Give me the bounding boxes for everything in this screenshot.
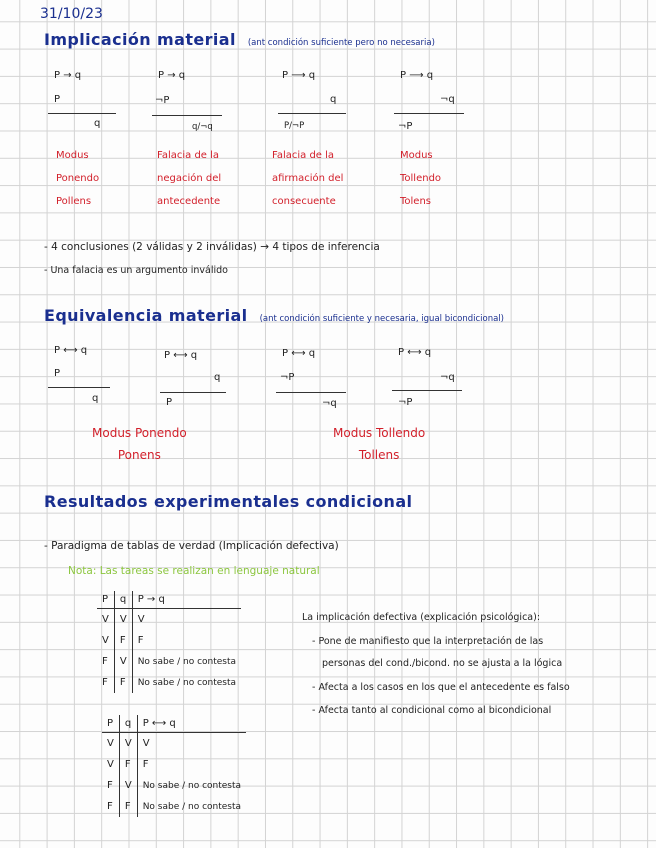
truth-table-implicacion (97, 591, 241, 693)
impl-label: Modus Ponendo Pollens (56, 150, 100, 207)
table-cell: V (137, 614, 145, 625)
table-row (102, 796, 246, 817)
eq-label-ponens: Modus Ponendo Ponens (92, 426, 187, 462)
eq-label-tollens: Modus Tollendo Tollens (333, 426, 426, 462)
impl-premise-2: ¬q (440, 94, 455, 105)
impl-label: Modus Tollendo Tolens (400, 150, 442, 207)
truth-table-bicondicional (102, 715, 246, 817)
table-row (97, 672, 241, 693)
table-cell: V (102, 754, 119, 775)
table-cell: F (102, 775, 119, 796)
impl-label: Falacia de la negación del antecedente (157, 150, 222, 207)
impl-inference-line (152, 115, 222, 116)
explanation-line: - Afecta tanto al condicional como al bicondicional (312, 705, 552, 716)
eq-premise-2: ¬q (440, 372, 455, 383)
impl-label: Falacia de la afirmación del consecuente (272, 150, 344, 207)
bullet-paradigma: - Paradigma de tablas de verdad (Implicación defectiva) (44, 540, 339, 552)
eq-premise-1: P ⟷ q (282, 348, 316, 359)
eq-inference-line (48, 387, 110, 388)
impl-conclusion: P/¬P (284, 121, 305, 131)
table-cell: No sabe / no contesta (137, 677, 237, 688)
table-cell: F (119, 754, 137, 775)
equivalencia-title: Equivalencia material (44, 306, 248, 325)
table-cell: No sabe / no contesta (142, 801, 242, 812)
table-cell: V (97, 630, 114, 651)
bullet-conclusiones: - 4 conclusiones (2 válidas y 2 inválidas) → 4 tipos de inferencia (44, 241, 380, 253)
impl-inference-line (48, 113, 116, 114)
table-row (102, 775, 246, 796)
table-cell: F (142, 759, 149, 770)
table-header-cell: P → q (132, 591, 241, 609)
table-cell: V (119, 733, 137, 755)
eq-premise-1: P ⟷ q (54, 345, 88, 356)
table-header-cell: P (102, 715, 119, 733)
table-cell: V (119, 775, 137, 796)
table-cell: F (97, 651, 114, 672)
table-header-row (97, 591, 241, 609)
eq-conclusion: ¬P (398, 397, 413, 408)
impl-premise-2: ¬P (155, 95, 170, 106)
eq-conclusion: q (92, 393, 99, 404)
impl-premise-2: P (54, 94, 61, 105)
table-header-row (102, 715, 246, 733)
eq-premise-2: q (214, 372, 221, 383)
implicacion-note: (ant condición suficiente pero no necesaria) (247, 38, 435, 48)
table-cell: V (97, 609, 114, 631)
implicacion-title: Implicación material (44, 30, 236, 49)
explanation-line: personas del cond./bicond. no se ajusta a la lógica (322, 658, 563, 669)
table-header-cell: q (119, 715, 137, 733)
impl-premise-1: P ⟶ q (282, 70, 316, 81)
eq-premise-2: ¬P (280, 372, 295, 383)
impl-conclusion: ¬P (398, 121, 413, 132)
table-header-cell: q (114, 591, 132, 609)
eq-premise-1: P ⟷ q (164, 350, 198, 361)
date: 31/10/23 (40, 6, 103, 22)
impl-conclusion: q (94, 118, 101, 129)
eq-conclusion: ¬q (322, 398, 337, 409)
table-cell: F (119, 796, 137, 817)
explanation-line: - Afecta a los casos en los que el antecedente es falso (312, 682, 570, 693)
impl-premise-1: P → q (158, 70, 186, 81)
eq-inference-line (160, 392, 226, 393)
impl-premise-1: P → q (54, 70, 82, 81)
explanation-line: - Pone de manifiesto que la interpretación de las (312, 636, 544, 647)
impl-conclusion: q/¬q (192, 122, 213, 132)
table-cell: No sabe / no contesta (142, 780, 242, 791)
impl-inference-line (394, 113, 464, 114)
bullet-falacia: - Una falacia es un argumento inválido (44, 265, 228, 276)
table-cell: F (102, 796, 119, 817)
table-row (102, 733, 246, 755)
equivalencia-note: (ant condición suficiente y necesaria, igual bicondicional) (259, 314, 504, 324)
table-cell: V (114, 651, 132, 672)
eq-inference-line (276, 392, 346, 393)
table-row (102, 754, 246, 775)
eq-inference-line (392, 390, 462, 391)
table-cell: F (137, 635, 144, 646)
impl-premise-1: P ⟶ q (400, 70, 434, 81)
eq-conclusion: P (166, 397, 173, 408)
eq-premise-1: P ⟷ q (398, 347, 432, 358)
impl-premise-2: q (330, 94, 337, 105)
table-row (97, 630, 241, 651)
section-title-resultados: Resultados experimentales condicional (44, 492, 413, 511)
section-title-equivalencia (44, 306, 504, 325)
explanation-title: La implicación defectiva (explicación psicológica): (302, 612, 541, 623)
table-cell: V (102, 733, 119, 755)
impl-inference-line (278, 113, 346, 114)
table-header-cell: P (97, 591, 114, 609)
table-cell: F (97, 672, 114, 693)
table-cell: F (114, 630, 132, 651)
table-row (97, 609, 241, 631)
table-cell: No sabe / no contesta (137, 656, 237, 667)
nota-lenguaje-natural: Nota: Las tareas se realizan en lenguaje natural (68, 565, 320, 577)
table-cell: V (142, 738, 150, 749)
table-cell: F (114, 672, 132, 693)
table-row (97, 651, 241, 672)
section-title-implicacion (44, 30, 435, 49)
eq-premise-2: P (54, 368, 61, 379)
table-cell: V (114, 609, 132, 631)
table-header-cell: P ⟷ q (137, 715, 246, 733)
